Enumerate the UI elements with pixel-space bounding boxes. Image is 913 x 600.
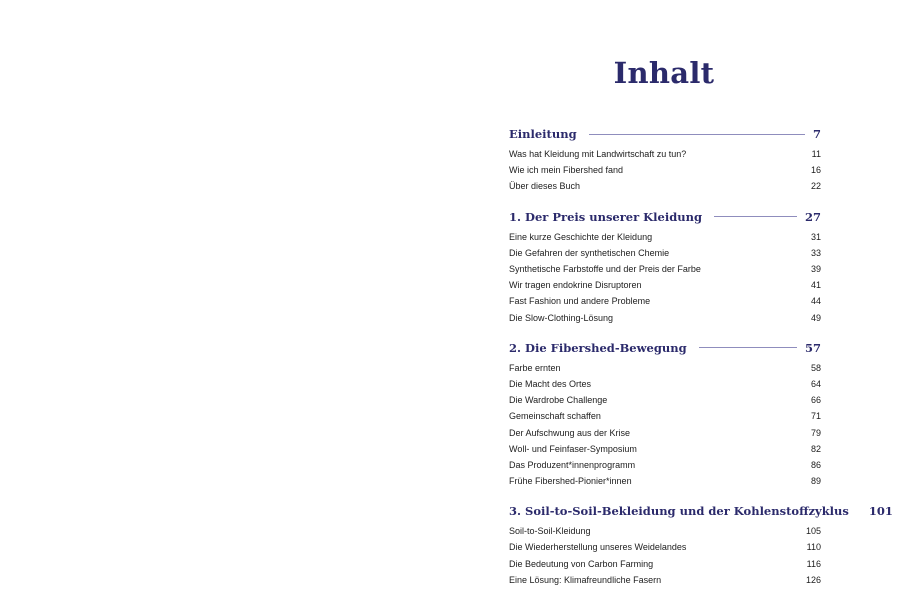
entry-title: Frühe Fibershed-Pionier*innen (509, 476, 632, 487)
toc-entry[interactable] (509, 277, 821, 293)
entry-page-number: 39 (810, 264, 821, 275)
entry-page-number: 82 (810, 443, 821, 454)
entry-title: Die Macht des Ortes (509, 378, 592, 389)
toc-entry[interactable] (509, 162, 821, 178)
toc-entry[interactable] (509, 473, 821, 489)
entry-page-number: 116 (806, 558, 821, 569)
toc-entry[interactable] (509, 408, 821, 424)
entry-page-number: 11 (811, 149, 821, 160)
page-title: Inhalt (613, 56, 715, 90)
toc-entry[interactable] (509, 229, 821, 245)
entry-title: Farbe ernten (509, 362, 561, 373)
section-heading[interactable] (509, 124, 821, 144)
toc-entry[interactable] (509, 261, 821, 277)
section-title: Einleitung (509, 127, 577, 141)
toc-entry[interactable] (509, 441, 821, 457)
entry-page-number: 49 (810, 312, 821, 323)
entry-page-number: 41 (810, 280, 821, 291)
section-title: 3. Soil-to-Soil-Bekleidung und der Kohlenstoffzyklus (509, 504, 849, 519)
section-page-number: 27 (804, 209, 821, 224)
entry-title: Wie ich mein Fibershed fand (509, 165, 624, 176)
entry-page-number: 33 (810, 247, 821, 258)
entry-title: Eine Lösung: Klimafreundliche Fasern (509, 574, 662, 585)
entry-title: Eine kurze Geschichte der Kleidung (509, 231, 653, 242)
entry-page-number: 16 (810, 165, 821, 176)
section-rule (714, 216, 797, 217)
entry-page-number: 22 (810, 181, 821, 192)
section-heading[interactable] (509, 338, 821, 358)
toc-entry[interactable] (509, 146, 821, 162)
section-title: 2. Die Fibershed-Bewegung (509, 340, 687, 355)
table-of-contents (509, 124, 893, 600)
toc-entry[interactable] (509, 556, 821, 572)
section-title: 1. Der Preis unserer Kleidung (509, 209, 703, 224)
entry-title: Die Wardrobe Challenge (509, 395, 608, 406)
entry-title: Die Slow-Clothing-Lösung (509, 312, 614, 323)
entry-page-number: 110 (806, 542, 821, 553)
entry-title: Was hat Kleidung mit Landwirtschaft zu tun? (509, 149, 687, 160)
toc-entry[interactable] (509, 245, 821, 261)
entry-title: Gemeinschaft schaffen (509, 411, 601, 422)
entry-page-number: 31 (810, 231, 821, 242)
toc-entry[interactable] (509, 178, 821, 194)
entry-page-number: 44 (810, 296, 821, 307)
entry-title: Wir tragen endokrine Disruptoren (509, 280, 642, 291)
entry-title: Fast Fashion und andere Probleme (509, 296, 651, 307)
toc-entry[interactable] (509, 572, 821, 588)
toc-entry[interactable] (509, 392, 821, 408)
toc-entry[interactable] (509, 293, 821, 309)
toc-entry[interactable] (509, 310, 821, 326)
entry-title: Synthetische Farbstoffe und der Preis der Farbe (509, 264, 701, 275)
entry-page-number: 105 (805, 526, 821, 537)
section-page-number: 7 (812, 127, 821, 141)
entry-title: Soil-to-Soil-Kleidung (509, 526, 591, 537)
entry-title: Die Gefahren der synthetischen Chemie (509, 247, 670, 258)
toc-entry[interactable] (509, 424, 821, 440)
section-heading[interactable] (509, 501, 893, 521)
toc-entry[interactable] (509, 376, 821, 392)
section-page-number: 101 (868, 504, 893, 519)
entry-page-number: 89 (810, 476, 821, 487)
toc-entry[interactable] (509, 360, 821, 376)
entry-page-number: 66 (810, 395, 821, 406)
section-rule (699, 347, 797, 348)
entry-page-number: 58 (810, 362, 821, 373)
entry-page-number: 86 (810, 459, 821, 470)
entry-title: Die Wiederherstellung unseres Weidelandes (509, 542, 687, 553)
entry-title: Woll- und Feinfaser-Symposium (509, 443, 637, 454)
entry-title: Das Produzent*innenprogramm (509, 459, 636, 470)
entry-page-number: 79 (810, 427, 821, 438)
toc-entry[interactable] (509, 457, 821, 473)
entry-title: Der Aufschwung aus der Krise (509, 427, 631, 438)
entry-page-number: 126 (805, 574, 821, 585)
entry-title: Über dieses Buch (509, 181, 581, 192)
toc-section (509, 207, 821, 326)
toc-section (509, 124, 821, 195)
toc-entry[interactable] (509, 539, 821, 555)
entry-page-number: 71 (810, 411, 821, 422)
toc-section (509, 501, 893, 588)
toc-section (509, 338, 821, 490)
section-page-number: 57 (804, 340, 821, 355)
section-heading[interactable] (509, 207, 821, 227)
toc-entry[interactable] (509, 523, 821, 539)
section-rule (589, 134, 805, 135)
entry-title: Die Bedeutung von Carbon Farming (509, 558, 654, 569)
entry-page-number: 64 (810, 378, 821, 389)
